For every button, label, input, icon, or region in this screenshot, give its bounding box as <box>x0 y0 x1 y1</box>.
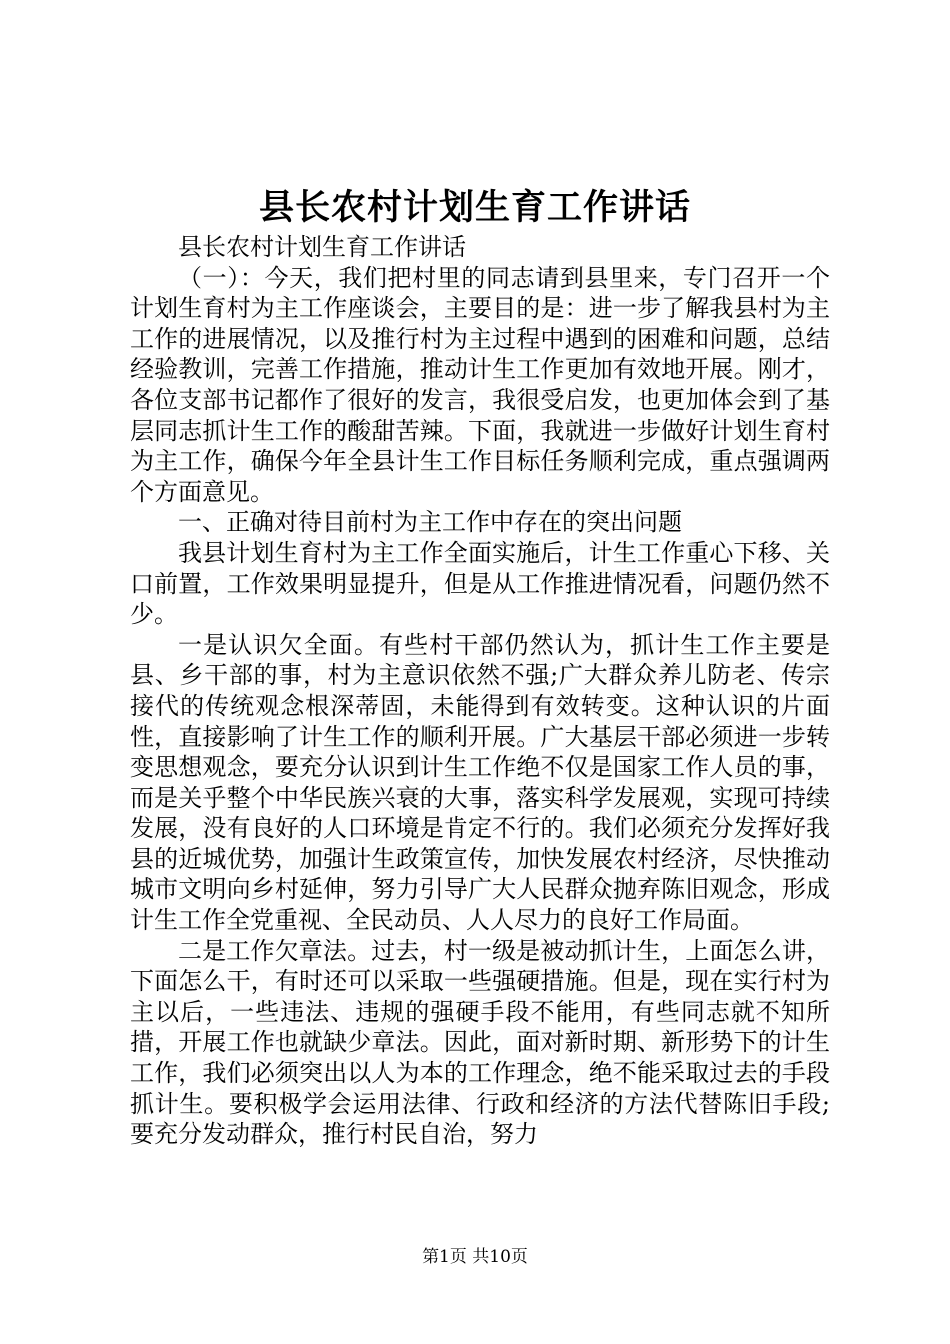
paragraph-point-two: 二是工作欠章法。过去，村一级是被动抓计生，上面怎么讲，下面怎么干，有时还可以采取一些强硬措施。但是，现在实行村为主以后，一些违法、违规的强硬手段不能用，有些同志就不知所措，开展工作也就缺少章法。因此，面对新时期、新形势下的计生工作，我们必须突出以人为本的工作理念，绝不能采取过去的手段抓计生。要积极学会运用法律、行政和经济的方法代替陈旧手段;要充分发动群众，推行村民自治，努力 <box>130 936 830 1149</box>
section-heading: 一、正确对待目前村为主工作中存在的突出问题 <box>178 508 682 537</box>
paragraph-point-one: 一是认识欠全面。有些村干部仍然认为，抓计生工作主要是县、乡干部的事，村为主意识依然不强;广大群众养儿防老、传宗接代的传统观念根深蒂固，未能得到有效转变。这种认识的片面性，直接影响了计生工作的顺利开展。广大基层干部必须进一步转变思想观念，要充分认识到计生工作绝不仅是国家工作人员的事，而是关乎整个中华民族兴衰的大事，落实科学发展观，实现可持续发展，没有良好的人口环境是肯定不行的。我们必须充分发挥好我县的近城优势，加强计生政策宣传，加快发展农村经济，尽快推动城市文明向乡村延伸，努力引导广大人民群众抛弃陈旧观念，形成计生工作全党重视、全民动员、人人尽力的良好工作局面。 <box>130 630 830 935</box>
document-body <box>130 232 830 1150</box>
paragraph-intro: （一）：今天，我们把村里的同志请到县里来，专门召开一个计划生育村为主工作座谈会，主要目的是：进一步了解我县村为主工作的进展情况，以及推行村为主过程中遇到的困难和问题，总结经验教训，完善工作措施，推动计生工作更加有效地开展。刚才，各位支部书记都作了很好的发言，我很受启发，也更加体会到了基层同志抓计生工作的酸甜苦辣。下面，我就进一步做好计划生育村为主工作，确保今年全县计生工作目标任务顺利完成，重点强调两个方面意见。 <box>130 263 830 506</box>
document-title: 县长农村计划生育工作讲话 <box>258 187 691 228</box>
page-number-footer: 第1页 共10页 <box>422 1247 528 1267</box>
paragraph-overview: 我县计划生育村为主工作全面实施后，计生工作重心下移、关口前置，工作效果明显提升，但是从工作推进情况看，问题仍然不少。 <box>130 538 830 629</box>
paragraph-subtitle: 县长农村计划生育工作讲话 <box>178 233 466 261</box>
